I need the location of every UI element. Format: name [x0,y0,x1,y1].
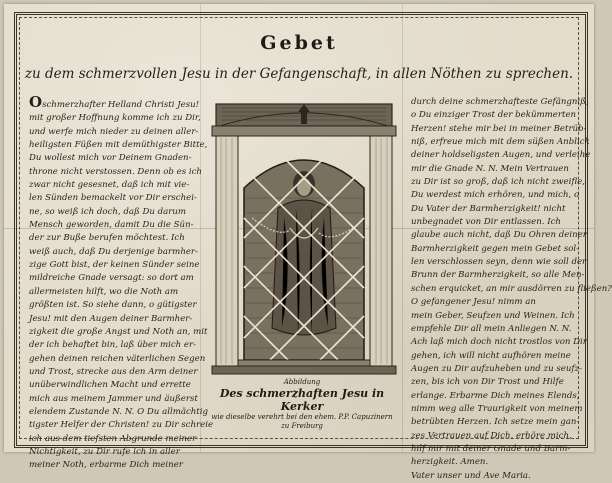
text-line: allermeisten hilft, wo die Noth am [29,286,179,297]
text-line: unbegnadet von Dir entlassen. Ich [411,217,561,228]
text-line: heiligsten Füßen mit demüthigster Bitte, [29,140,208,151]
text-line: ne, so weiß ich doch, daß Du darum [29,206,187,217]
text-line: Mensch geworden, damit Du die Sün- [29,220,194,231]
caption-main: Des schmerzhaften Jesu in Kerker [219,387,385,413]
prayer-sheet [4,4,612,481]
text-line: tigster Helfer der Christen! zu Dir schreie [29,420,214,431]
text-line: meiner Noth, erbarme Dich meiner [29,460,183,471]
text-line: Jesu! mit den Augen deiner Barmher- [29,313,193,324]
dropcap-letter: O [29,93,43,111]
text-line: und Trost, strecke aus den Arm deiner [29,366,198,377]
text-line: mir die Gnade N. N. Mein Vertrauen [411,163,569,174]
right-text-column [411,96,612,483]
left-text-column [29,93,214,473]
text-line: zu Dir ist so groß, daß ich nicht zweifle, [411,177,585,188]
text-line: zes Vertrauen auf Dich, erhöre mich, [411,430,572,441]
text-line: Du werdest mich erhören, und mich, o [411,190,580,201]
text-line: Du Vater der Barmherzigkeit! nicht [411,203,566,214]
text-line: mich aus meinem Jammer und äußerst [29,393,198,404]
text-line: weiß auch, daß Du derjenige barmher- [29,246,198,257]
text-line: gehen deinen reichen väterlichen Segen [29,353,206,364]
text-line [29,93,200,112]
text-line: empfehle Dir all mein Anliegen N. N. [411,323,572,334]
text-line: gehen, ich will nicht aufhören meine [411,350,571,361]
text-line: o Du einziger Trost der bekümmerten [411,110,577,121]
text-line: hilf mir mit deiner Gnade und Barm- [411,443,571,454]
text-line-body: schmerzhafter Helland Christi Jesu! [42,100,200,110]
text-line: größten ist. So siehe dann, o gütigster [29,300,197,311]
text-line: zen, bis ich von Dir Trost und Hilfe [411,377,564,388]
text-line: Vater unser und Ave Maria. [411,470,531,481]
text-line: mit großer Hoffnung komme ich zu Dir, [29,113,201,124]
text-line: der zur Buße berufen möchtest. Ich [29,233,185,244]
text-line: Du wollest mich vor Deinem Gnaden- [29,153,192,164]
text-line: zige Gott bist, der keinen Sünder seine [29,260,200,271]
caption-sub: wie dieselbe verehrt bei den ehem. P.P. Capuzinern [211,413,393,421]
text-line: Herzen! stehe mir bei in meiner Betrüb- [411,123,587,134]
prayer-subtitle: zu dem schmerzvollen Jesu in der Gefangenschaft, in allen Nöthen zu sprechen. [24,66,574,82]
text-line: Augen zu Dir aufzuheben und zu seufz- [411,363,582,374]
text-line: Barmherzigkeit gegen mein Gebet sol- [411,243,580,254]
text-line: und werfe mich nieder zu deinen aller- [29,126,199,137]
text-line: zigkeit die große Angst und Noth an, mit [29,326,208,337]
text-line: zwar nicht gesesnet, daß ich mit vie- [29,180,190,191]
text-line: mein Geber, Seufzen und Weinen. Ich [411,310,575,321]
text-line: Ach laß mich doch nicht trostlos von Dir [411,337,587,348]
text-line: glaube auch nicht, daß Du Ohren deiner [411,230,587,241]
text-line: durch deine schmerzhafteste Gefängniß, [411,97,589,107]
text-line: throne nicht verstossen. Denn ob es ich [29,166,202,177]
text-line: betrübten Herzen. Ich setze mein gan- [411,417,580,428]
text-line: Nichtigkeit, zu Dir rufe ich in aller [29,446,180,457]
engraving-illustration [212,98,396,376]
text-line: herzigkeit. Amen. [411,457,489,468]
text-line: len verschlossen seyn, denn wie soll der [411,257,587,268]
text-line: mildreiche Gnade versagt: so dort am [29,273,194,284]
text-line: schen erquicket, an mir ausdörren zu fließen? [411,283,612,294]
text-line: niß, erfreue mich mit dem süßen Anblick [411,137,590,148]
text-line: deiner holdseligsten Augen, und verleihe [411,150,591,161]
prayer-title: Gebet [260,32,338,54]
text-line: len Sünden bemackelt vor Dir erschei- [29,193,197,204]
engraving-caption [200,378,404,431]
text-line: nimm weg alle Traurigkeit von meinem [411,403,583,414]
text-line: der ich behaftet bin, laß über mich er- [29,340,197,351]
text-line: Brunn der Barmherzigkeit, so alle Men- [411,270,585,281]
text-line: unüberwindlichen Macht und errette [29,380,191,391]
caption-place: zu Freiburg [281,422,323,430]
text-line: elendem Zustande N. N. O Du allmächtig [29,406,209,417]
text-line: O gefangener Jesu! nimm an [411,297,536,308]
caption-label: Abbildung [283,378,321,386]
text-line: erlange. Erbarme Dich meines Elends, [411,390,580,401]
text-line: ich aus dem tiefsten Abgrunde meiner [29,433,197,444]
